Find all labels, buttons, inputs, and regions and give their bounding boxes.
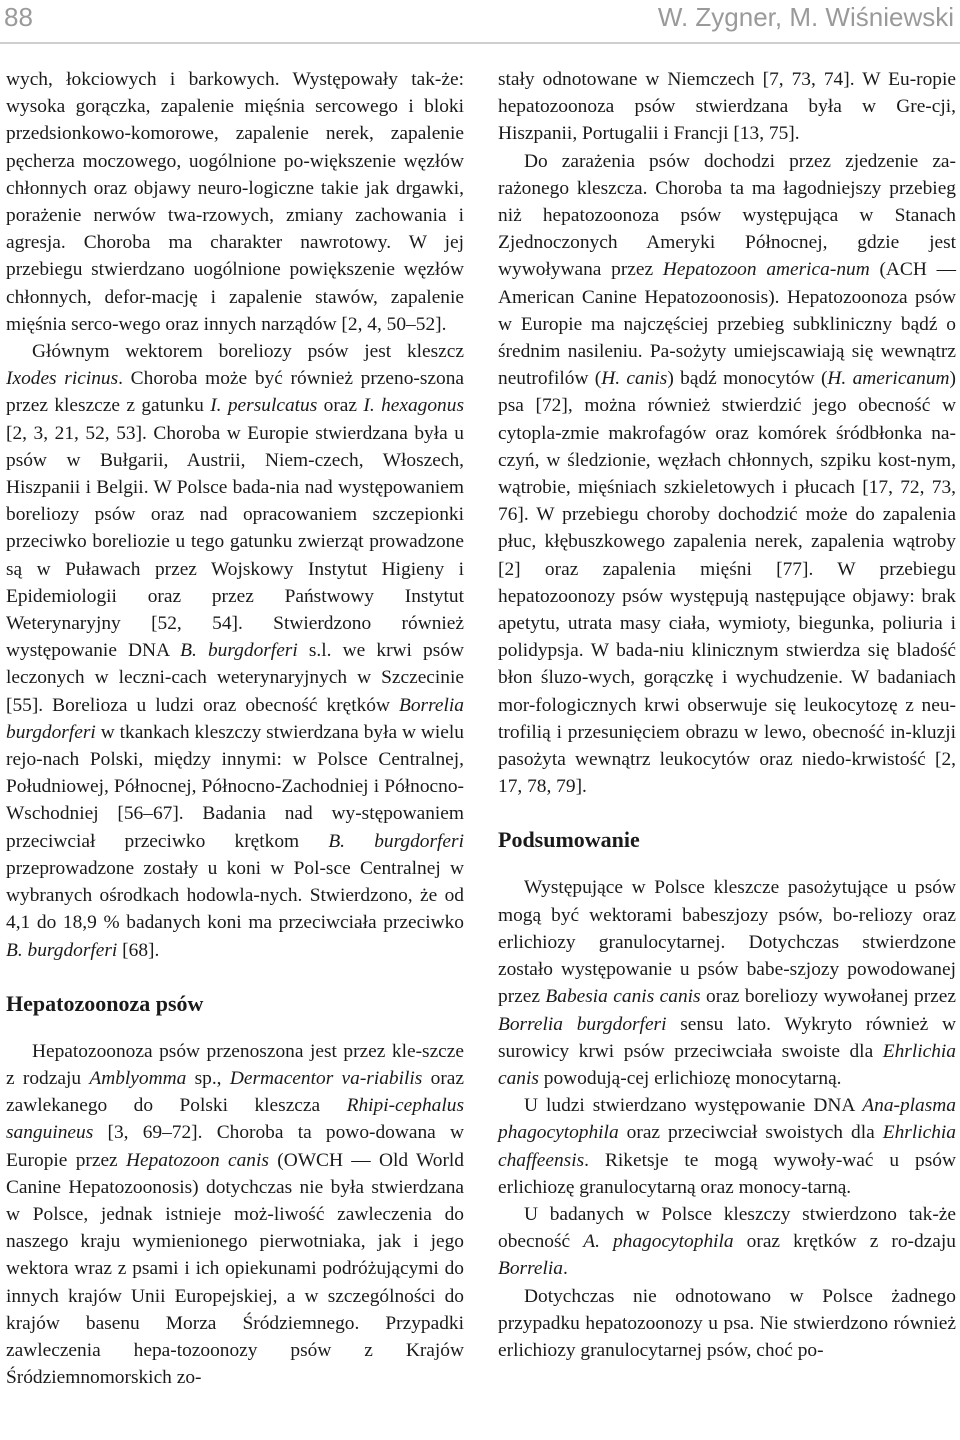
italic-term: Ehrlichia chaffeensis: [498, 1122, 956, 1171]
running-authors: W. Zygner, M. Wiśniewski: [657, 2, 954, 32]
italic-term: Babesia canis canis: [545, 986, 701, 1008]
section-heading-podsumowanie: Podsumowanie: [498, 827, 640, 853]
paragraph: Głównym wektorem boreliozy psów jest kleszcz Ixodes ricinus. Choroba może być również przeno-szona przez kleszcze z gatunku I. persulcatus oraz I. hexagonus [2, 3, 21, 52, 53]. Choroba w Europie stwierdzana była u psów w Bułgarii, Austrii, Niem-czech, Włoszech, Hiszpanii i Belgii. W Polsce bada-nia nad występowaniem boreliozy psów oraz nad opracowaniem szczepionki przeciwko boreliozie u tego gatunku zwierząt prowadzone są w Puławach przez Wojskowy Instytut Higieny i Epidemiologii oraz przez Państwowy Instytut Weterynaryjny [52, 54]. Stwierdzono również występowanie DNA B. burgdorferi s.l. we krwi psów leczonych w leczni-cach weterynaryjnych w Szczecinie [55]. Borelioza u ludzi oraz obecność krętków Borrelia burgdorferi w tkankach kleszczy stwierdzana była w wielu rejo-nach Polski, między innymi: w Polsce Centralnej, Południowej, Północnej, Północno-Zachodniej i Północno-Wschodniej [56–67]. Badania nad wy-stępowaniem przeciwciał przeciwko krętkom B. burgdorferi przeprowadzone zostały u koni w Pol-sce Centralnej w wybranych ośrodkach hodowla-nych. Stwierdzono, że od 4,1 do 18,9 % badanych koni ma przeciwciała przeciwko B. burgdorferi [68].: [6, 341, 464, 961]
paragraph: U badanych w Polsce kleszczy stwierdzono tak-że obecność A. phagocytophila oraz krętków z ro-dzaju Borrelia.: [498, 1203, 956, 1280]
paragraph: Występujące w Polsce kleszcze pasożytujące u psów mogą być wektorami babeszjozy psów, bo-reliozy oraz erlichiozy granulocytarnej. Dotychczas stwierdzone zostało występowanie u psów babe-szjozy powodowanej przez Babesia canis canis oraz boreliozy wywołanej przez Borrelia burgdorferi sensu lato. Wykryto również w surowicy krwi psów przeciwciała swoiste dla Ehrlichia canis powodują-cej erlichiozę monocytarną.: [498, 877, 956, 1089]
italic-term: I. persulcatus: [210, 395, 318, 417]
paragraph: wych, łokciowych i barkowych. Występowały tak-że: wysoka gorączka, zapalenie mięśnia sercowego i bloki przedsionkowo-komorowe, zapalenie nerek, zapalenie pęcherza moczowego, uogólnione po-większenie węzłów chłonnych oraz objawy neuro-logiczne takie jak drgawki, porażenie nerwów twa-rzowych, zmiany zachowania i agresja. Choroba ma charakter nawrotowy. W jej przebiegu stwierdzano uogólnione powiększenie węzłów chłonnych, defor-mację i zapalenie stawów, zapalenie mięśnia serco-wego oraz innych narządów [2, 4, 50–52].: [6, 69, 464, 335]
italic-term: H. canis: [601, 368, 668, 390]
italic-term: Borrelia burgdorferi: [498, 1013, 667, 1035]
italic-term: Amblyomma: [89, 1067, 187, 1089]
italic-term: I. hexagonus: [363, 395, 464, 417]
paragraph: U ludzi stwierdzano występowanie DNA Ana-plasma phagocytophila oraz przeciwciał swoistych dla Ehrlichia chaffeensis. Riketsje te mogą wywoły-wać u psów erlichiozę granulocytarną oraz monocy-tarną.: [498, 1095, 956, 1198]
paragraph: Dotychczas nie odnotowano w Polsce żadnego przypadku hepatozoonozy u psa. Nie stwierdzono również erlichiozy granulocytarnej psów, choć po-: [498, 1285, 956, 1361]
italic-term: Hepatozoon canis: [125, 1149, 269, 1171]
paragraph: Do zarażenia psów dochodzi przez zjedzenie za-rażonego kleszcza. Choroba ta ma łagodniejszy przebieg niż hepatozoonoza psów występująca w Stanach Zjednoczonych Ameryki Północnej, gdzie jest wywoływana przez Hepatozoon america-num (ACH — American Canine Hepatozoonosis). Hepatozoonoza psów w Europie ma najczęściej przebieg subkliniczny bądź o średnim nasileniu. Pa-sożyty umiejscawiają się wewnątrz neutrofilów (H. canis) bądź monocytów (H. americanum) psa [72], można również stwierdzić jego obecność w cytopla-zmie makrofagów oraz komórek śródbłonka na-czyń, w śledzionie, węzłach chłonnych, szpiku kost-nym, wątrobie, mięśniach szkieletowych i płucach [17, 72, 73, 76]. W przebiegu choroby dochodzić może do zapalenia płuc, kłębuszkowego zapalenia nerek, zapalenia wątroby [2] oraz zapalenia mięśni [77]. W przebiegu hepatozoonozy psów występują następujące objawy: brak apetytu, utrata masy ciała, wymioty, biegunka, poliuria i polidypsja. W bada-niu klinicznym stwierdza się bladość błon śluzo-wych, gorączkę i wychudzenie. W badaniach mor-fologicznych krwi obserwuje się leukocytozę z neu-trofilią i przesunięciem obrazu w lewo, obecność in-kluzji pasożyta wewnątrz leukocytów oraz niedo-krwistość [2, 17, 78, 79].: [498, 150, 956, 798]
italic-term: Borrelia: [498, 1258, 563, 1280]
running-header: [0, 0, 960, 40]
page-number: 88: [4, 2, 33, 32]
italic-term: Ixodes ricinus: [6, 368, 119, 390]
italic-term: Rhipi-cephalus sanguineus: [6, 1095, 464, 1144]
italic-term: Borrelia burgdorferi: [6, 694, 464, 743]
italic-term: B. burgdorferi: [6, 939, 118, 961]
italic-term: Hepatozoon america-num: [662, 259, 870, 281]
italic-term: Dermacentor va-riabilis: [229, 1067, 423, 1089]
italic-term: B. burgdorferi: [328, 830, 464, 852]
right-column: [498, 66, 956, 1364]
left-column: [6, 66, 464, 1391]
paragraph: Hepatozoonoza psów przenoszona jest przez kle-szcze z rodzaju Amblyomma sp., Dermacentor va-riabilis oraz zawlekanego do Polski kleszcza Rhipi-cephalus sanguineus [3, 69–72]. Choroba ta powo-dowana w Europie przez Hepatozoon canis (OWCH — Old World Canine Hepatozoonosis) dotychczas nie była stwierdzana w Polsce, jednak istnieje moż-liwość zawleczenia do naszego kraju wymienionego pierwotniaka, jak i jego wektora wraz z psami i ich opiekunami podróżującymi do innych krajów Unii Europejskiej, a w szczególności do krajów basenu Morza Śródziemnego. Przypadki zawleczenia hepa-tozoonozy psów z Krajów Śródziemnomorskich zo-: [6, 1040, 465, 1389]
italic-term: Ana-plasma phagocytophila: [498, 1095, 956, 1144]
italic-term: B. burgdorferi: [180, 640, 298, 662]
section-heading-hepatozoonoza: Hepatozoonoza psów: [6, 990, 204, 1016]
italic-term: A. phagocytophila: [583, 1231, 734, 1253]
header-rule: [0, 42, 960, 44]
italic-term: Ehrlichia canis: [498, 1040, 956, 1089]
paragraph: stały odnotowane w Niemczech [7, 73, 74]. W Eu-ropie hepatozoonoza psów stwierdzana była w Gre-cji, Hiszpanii, Portugalii i Francji [13, 75].: [498, 69, 956, 145]
italic-term: H. americanum: [827, 368, 950, 390]
